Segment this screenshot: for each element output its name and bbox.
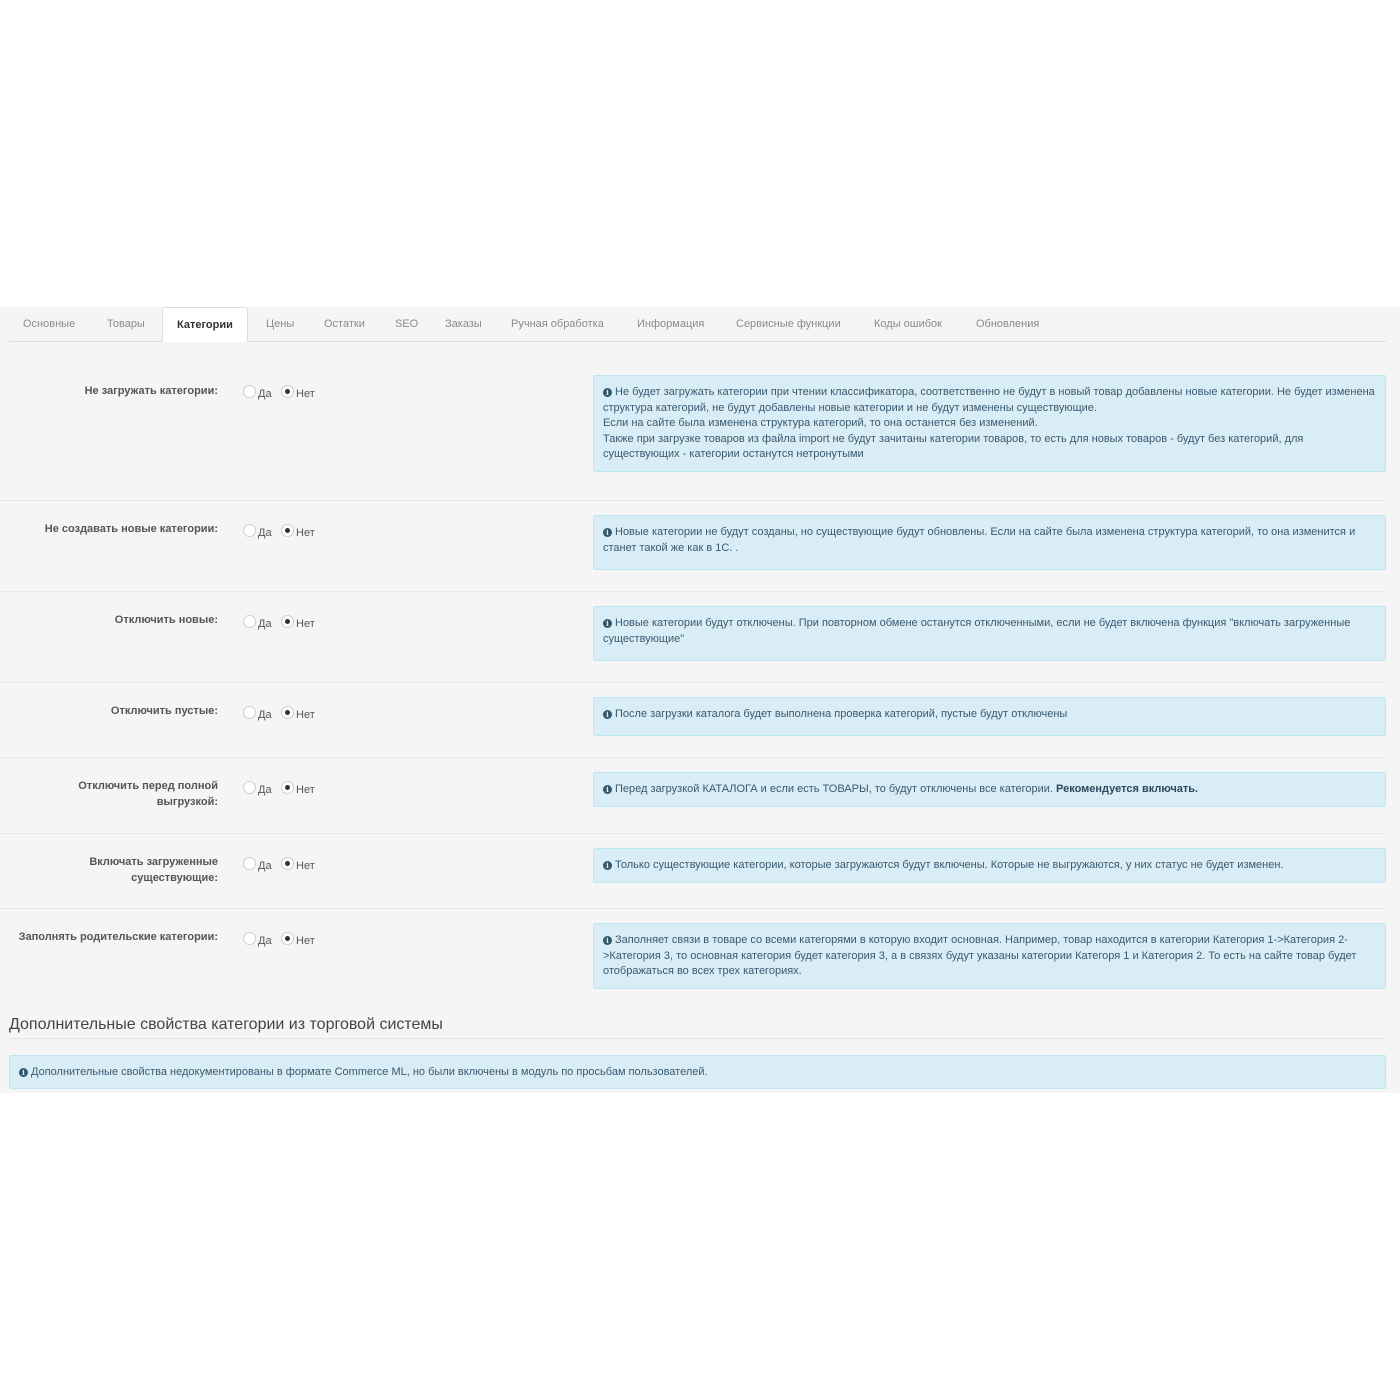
radio-no[interactable]: Нет [281, 931, 315, 947]
info-circle-icon: i [603, 528, 612, 537]
info-alert: i Не будет загружать категории при чтении классификатора, соответственно не будут в новый товар добавлены новые категории. Не будет изменена структура категорий, не будут добавлены новые категории и не будут изменены существующие. Если на сайте была изменена структура категорий, то она останется без изменений. Также при загрузке товаров из файла import не будут зачитаны категории товаров, то есть для новых товаров - будут без категорий, для существующих - категории останутся нетронутыми [593, 375, 1386, 472]
section-info-alert: i Дополнительные свойства недокументированы в формате Commerce ML, но были включены в модуль по просьбам пользователей. [9, 1055, 1386, 1089]
info-circle-icon: i [603, 936, 612, 945]
radio-checked-icon [281, 524, 294, 537]
radio-no[interactable]: Нет [281, 780, 315, 796]
radio-circle-icon [243, 524, 256, 537]
radio-checked-icon [281, 781, 294, 794]
setting-row [0, 501, 1400, 592]
radio-circle-icon [243, 706, 256, 719]
radio-circle-icon [243, 932, 256, 945]
radio-yes[interactable]: Да [243, 780, 272, 796]
setting-label: Отключить новые: [114, 614, 218, 626]
setting-label: Не загружать категории: [84, 385, 218, 397]
tab-ostatki[interactable]: Остатки [324, 318, 365, 330]
radio-checked-icon [281, 615, 294, 628]
settings-panel [0, 307, 1400, 1093]
radio-no[interactable]: Нет [281, 856, 315, 872]
setting-label: Не создавать новые категории: [44, 523, 218, 535]
radio-yes[interactable]: Да [243, 523, 272, 539]
info-circle-icon: i [603, 785, 612, 794]
info-circle-icon: i [603, 861, 612, 870]
setting-label: Отключить перед полной выгрузкой: [78, 780, 218, 808]
tab-seo[interactable]: SEO [395, 318, 419, 330]
section-title: Дополнительные свойства категории из торговой системы [9, 1016, 443, 1033]
tab-osnovnye[interactable]: Основные [23, 318, 76, 330]
info-alert: i Новые категории будут отключены. При повторном обмене останутся отключенными, если не будет включена функция "включать загруженные существующие" [593, 606, 1386, 661]
tab-bar [9, 307, 1386, 342]
radio-checked-icon [281, 857, 294, 870]
info-circle-icon: i [19, 1068, 28, 1077]
setting-label: Отключить пустые: [110, 705, 218, 717]
radio-yes[interactable]: Да [243, 931, 272, 947]
setting-label: Включать загруженные существующие: [89, 856, 218, 884]
tab-informaciya[interactable]: Информация [637, 318, 705, 330]
info-alert: i После загрузки каталога будет выполнена проверка категорий, пустые будут отключены [593, 697, 1386, 736]
tab-kategorii[interactable]: Категории [162, 307, 248, 342]
radio-checked-icon [281, 932, 294, 945]
radio-yes[interactable]: Да [243, 856, 272, 872]
tab-kody-oshibok[interactable]: Коды ошибок [874, 318, 942, 330]
radio-no[interactable]: Нет [281, 523, 315, 539]
setting-row [0, 683, 1400, 758]
radio-no[interactable]: Нет [281, 614, 315, 630]
tab-obnovleniya[interactable]: Обновления [976, 318, 1040, 330]
radio-yes[interactable]: Да [243, 384, 272, 400]
radio-circle-icon [243, 615, 256, 628]
radio-no[interactable]: Нет [281, 705, 315, 721]
radio-circle-icon [243, 781, 256, 794]
setting-row [0, 834, 1400, 909]
tab-ruchnaya-obrabotka[interactable]: Ручная обработка [511, 318, 604, 330]
radio-circle-icon [243, 857, 256, 870]
tab-ceny[interactable]: Цены [266, 318, 295, 330]
info-alert: i Новые категории не будут созданы, но существующие будут обновлены. Если на сайте была изменена структура категорий, то она изменится и станет такой же как в 1С. . [593, 515, 1386, 570]
setting-row [0, 758, 1400, 834]
radio-checked-icon [281, 385, 294, 398]
section-divider [9, 1038, 1386, 1039]
setting-label: Заполнять родительские категории: [18, 931, 218, 943]
radio-yes[interactable]: Да [243, 705, 272, 721]
radio-yes[interactable]: Да [243, 614, 272, 630]
info-circle-icon: i [603, 388, 612, 397]
setting-row [0, 342, 1400, 501]
info-circle-icon: i [603, 619, 612, 628]
info-alert: i Только существующие категории, которые загружаются будут включены. Которые не выгружаются, у них статус не будет изменен. [593, 848, 1386, 883]
setting-row [0, 592, 1400, 683]
tab-zakazy[interactable]: Заказы [445, 318, 482, 330]
info-alert: i Заполняет связи в товаре со всеми категорями в которую входит основная. Например, товар находится в категории Категория 1->Категория 2->Категория 3, то основная категория будет категория 3, а в связях будут указаны категории Категоря 1 и Категория 2. То есть на сайте товар будет отображаться во всех трех категориях. [593, 923, 1386, 989]
info-circle-icon: i [603, 710, 612, 719]
info-alert: i Перед загрузкой КАТАЛОГА и если есть ТОВАРЫ, то будут отключены все категории. Рекомендуется включать. [593, 772, 1386, 807]
setting-row [0, 909, 1400, 999]
tab-tovary[interactable]: Товары [107, 318, 145, 330]
radio-checked-icon [281, 706, 294, 719]
tab-servisnye-funkcii[interactable]: Сервисные функции [736, 318, 841, 330]
radio-no[interactable]: Нет [281, 384, 315, 400]
radio-circle-icon [243, 385, 256, 398]
